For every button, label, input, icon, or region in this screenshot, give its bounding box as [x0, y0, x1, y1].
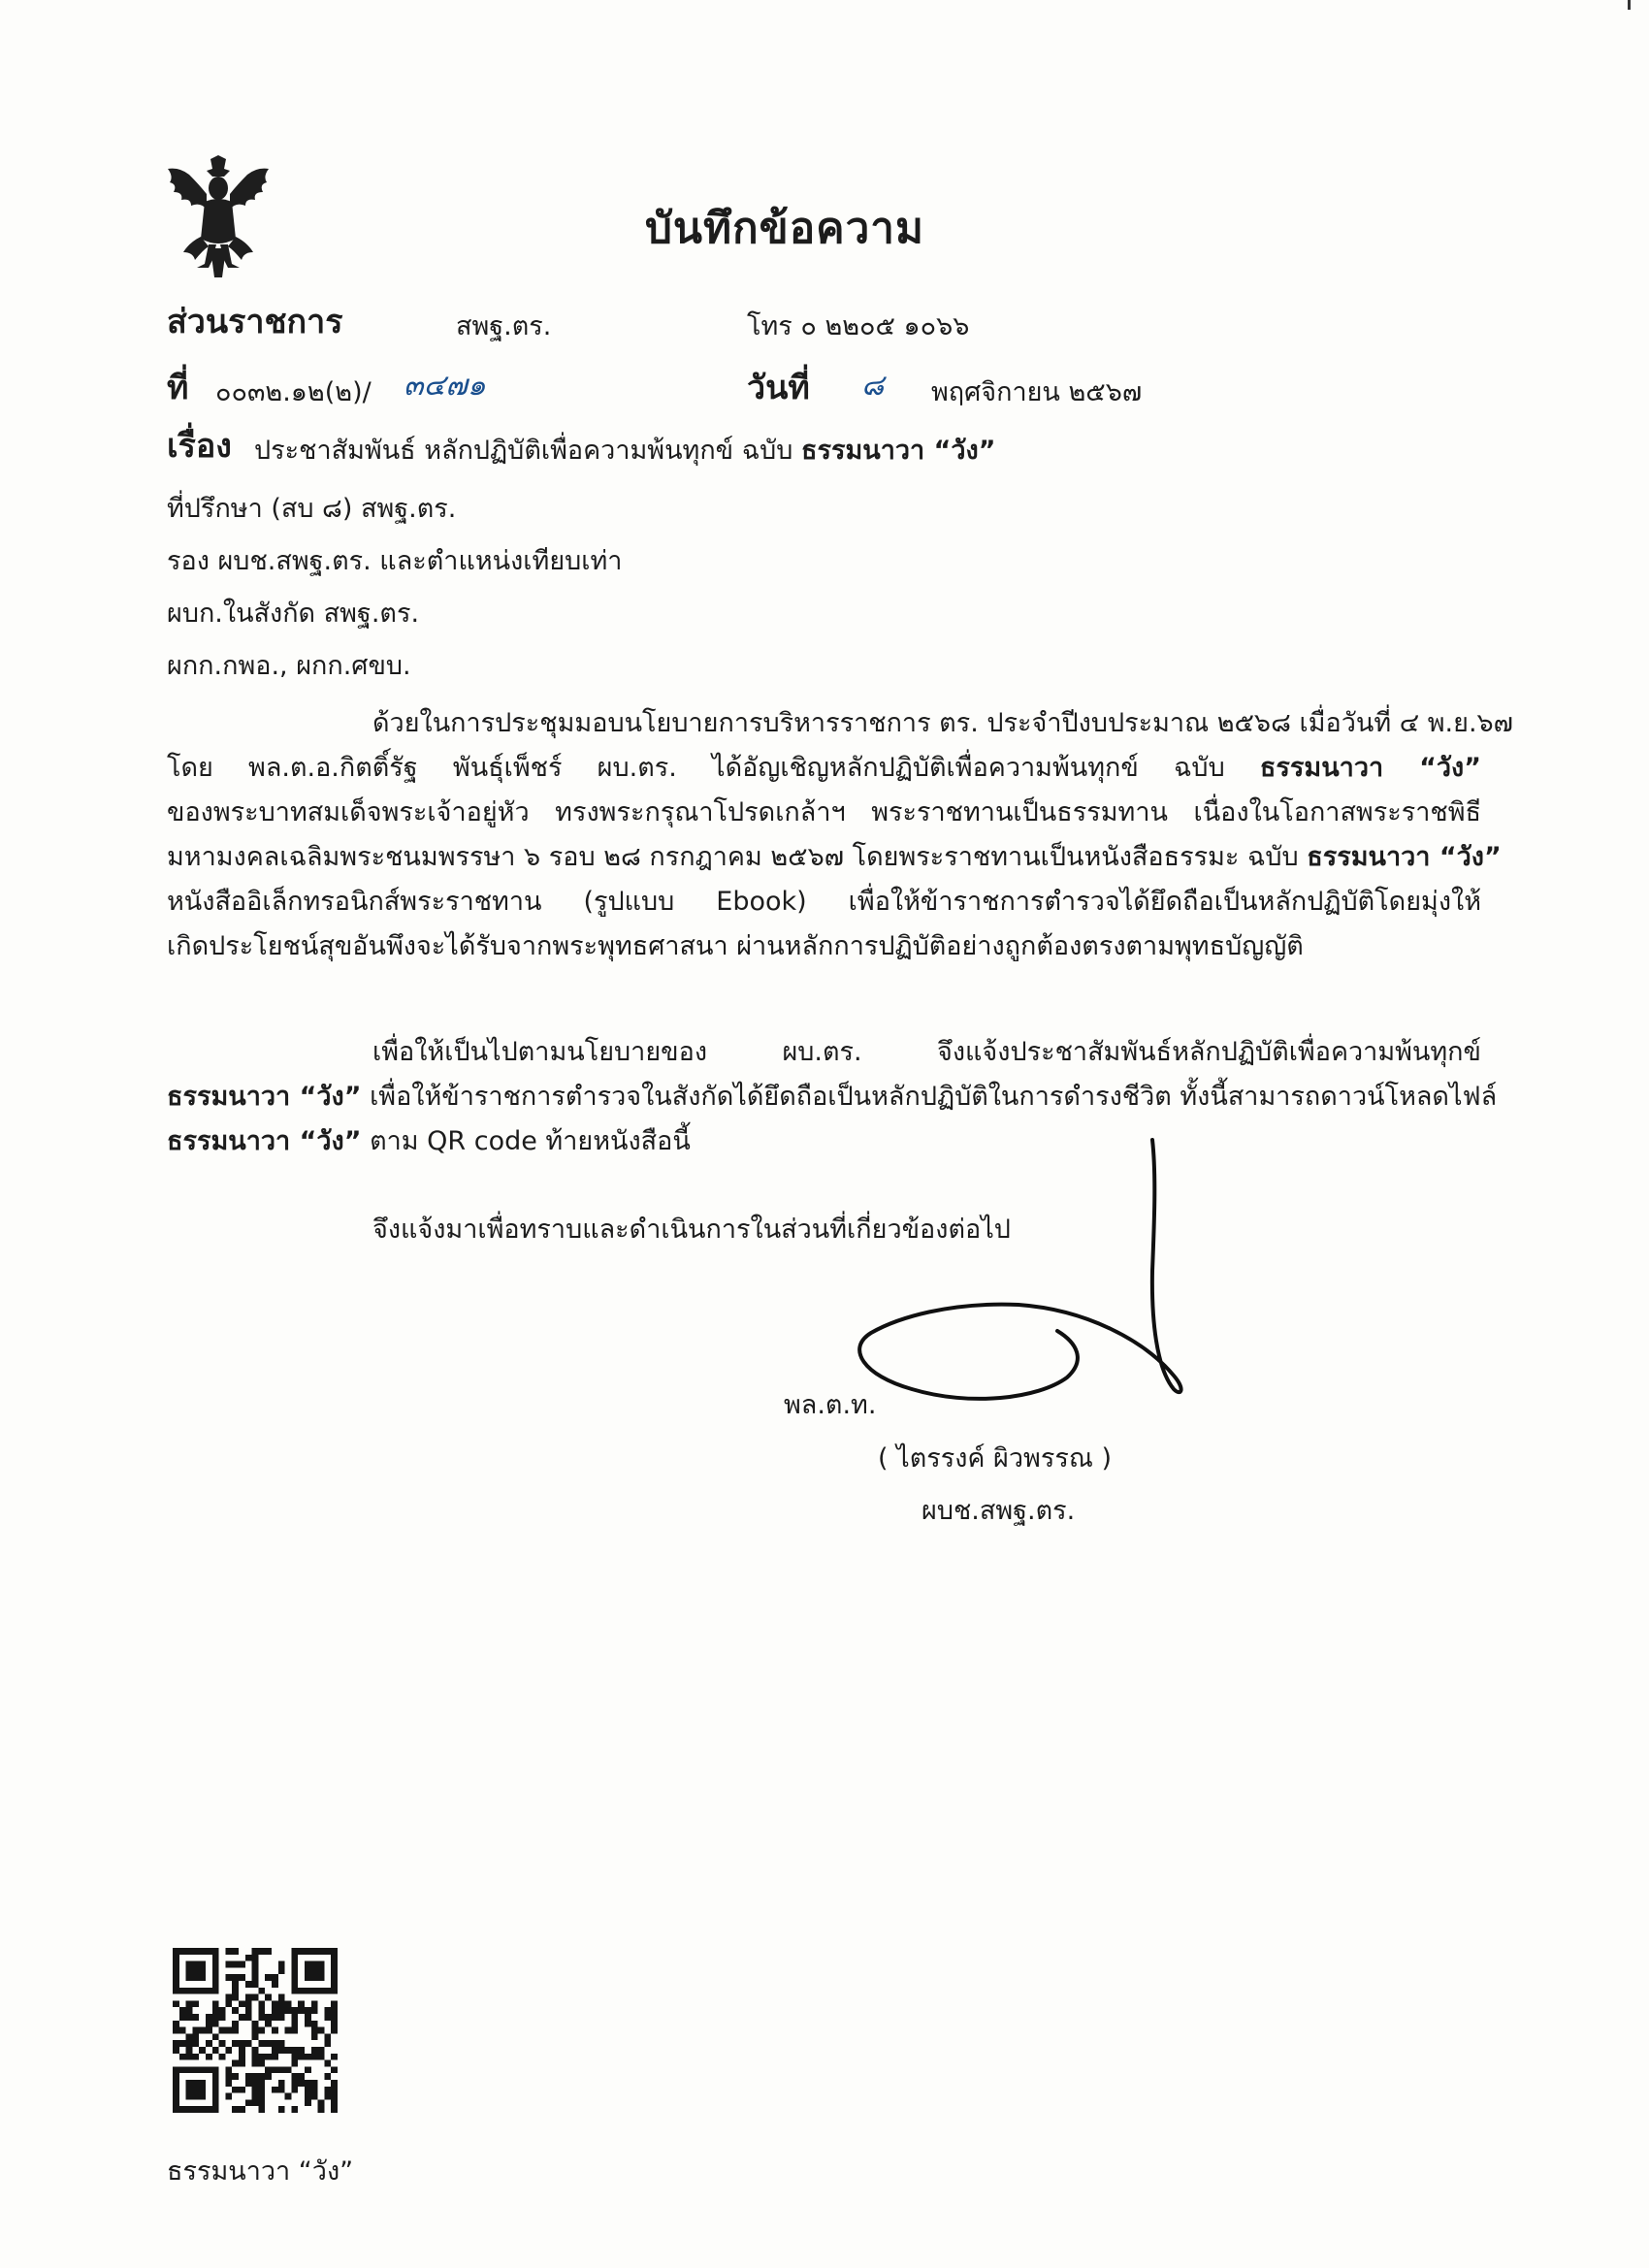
body-paragraph-2: [167, 1030, 1498, 1164]
date-month-year: พฤศจิกายน ๒๕๖๗: [931, 377, 1143, 407]
body-line: เกิดประโยชน์สุขอันพึงจะได้รับจากพระพุทธศาสนา ผ่านหลักการปฏิบัติอย่างถูกต้องตรงตามพุทธบัญญัติ: [167, 931, 1304, 961]
garuda-emblem-icon: [160, 155, 276, 279]
body-line: ของพระบาทสมเด็จพระเจ้าอยู่หัว ทรงพระกรุณาโปรดเกล้าฯ พระราชทานเป็นธรรมทาน เนื่องในโอกาสพระราชพิธี: [167, 797, 1481, 827]
handwritten-signature: [844, 1135, 1232, 1426]
body-text: โดย พล.ต.อ.กิตติ์รัฐ พันธุ์เพ็ชร์ ผบ.ตร. ได้อัญเชิญหลักปฏิบัติเพื่อความพ้นทุกข์ ฉบับ: [167, 753, 1225, 783]
body-bold-text: ธรรมนาวา “วัง”: [167, 1126, 362, 1156]
body-line: [167, 1119, 1481, 1164]
ref-handwritten-number: ๓๔๗๑: [404, 369, 486, 403]
recipient-line: รอง ผบช.สพฐ.ตร. และตำแหน่งเทียบเท่า: [167, 546, 623, 576]
qr-code-icon: [173, 1948, 338, 2113]
subject-label: เรื่อง: [167, 427, 232, 466]
body-line: ด้วยในการประชุมมอบนโยบายการบริหารราชการ ตร. ประจำปีงบประมาณ ๒๕๖๘ เมื่อวันที่ ๔ พ.ย.๖๗: [372, 708, 1513, 738]
scan-edge-mark: [1628, 0, 1631, 10]
recipient-line: ผบก.ในสังกัด สพฐ.ตร.: [167, 599, 420, 629]
phone-value: โทร ๐ ๒๒๐๕ ๑๐๖๖: [747, 311, 970, 341]
ref-number: ๐๐๓๒.๑๒(๒)/: [215, 377, 372, 407]
subject-text: ประชาสัมพันธ์ หลักปฏิบัติเพื่อความพ้นทุกข์ ฉบับ: [254, 436, 793, 466]
recipient-line: ที่ปรึกษา (สบ ๘) สพฐ.ตร.: [167, 494, 457, 524]
body-text: มหามงคลเฉลิมพระชนมพรรษา ๖ รอบ ๒๘ กรกฎาคม ๒๕๖๗ โดยพระราชทานเป็นหนังสือธรรมะ ฉบับ: [167, 842, 1299, 872]
date-day-handwritten: ๘: [861, 369, 885, 403]
qr-caption: ธรรมนาวา “วัง”: [167, 2156, 354, 2187]
body-bold-text: ธรรมนาวา “วัง”: [1307, 842, 1502, 872]
subject-bold: ธรรมนาวา “วัง”: [800, 436, 996, 466]
agency-label: ส่วนราชการ: [167, 303, 343, 341]
body-text: เพื่อให้ข้าราชการตำรวจในสังกัดได้ยึดถือเป็นหลักปฏิบัติในการดำรงชีวิต ทั้งนี้สามารถดาวน์โหลดไฟล์: [370, 1082, 1498, 1112]
body-paragraph-1: [167, 701, 1513, 969]
body-bold-text: ธรรมนาวา “วัง”: [1259, 753, 1481, 783]
document-title: บันทึกข้อความ: [645, 204, 925, 253]
closing-line: จึงแจ้งมาเพื่อทราบและดำเนินการในส่วนที่เกี่ยวข้องต่อไป: [372, 1215, 1011, 1245]
date-label: วันที่: [747, 369, 810, 407]
body-line: เพื่อให้เป็นไปตามนโยบายของ ผบ.ตร. จึงแจ้งประชาสัมพันธ์หลักปฏิบัติเพื่อความพ้นทุกข์: [372, 1037, 1481, 1067]
signer-name: ( ไตรรงค์ ผิวพรรณ ): [878, 1443, 1113, 1474]
agency-value: สพฐ.ตร.: [456, 311, 552, 341]
signer-rank: พล.ต.ท.: [784, 1390, 877, 1420]
body-line: หนังสืออิเล็กทรอนิกส์พระราชทาน (รูปแบบ Ebook) เพื่อให้ข้าราชการตำรวจได้ยึดถือเป็นหลักปฏิบัติโดยมุ่งให้: [167, 887, 1481, 917]
signer-position: ผบช.สพฐ.ตร.: [922, 1496, 1076, 1526]
body-text: ตาม QR code ท้ายหนังสือนี้: [370, 1126, 691, 1156]
subject-line: [254, 429, 995, 470]
recipient-line: ผกก.กพอ., ผกก.ศขบ.: [167, 651, 411, 681]
body-line: [167, 835, 1502, 880]
ref-label: ที่: [167, 369, 189, 407]
body-line: [167, 1075, 1498, 1119]
body-line: [167, 746, 1481, 791]
body-bold-text: ธรรมนาวา “วัง”: [167, 1082, 362, 1112]
